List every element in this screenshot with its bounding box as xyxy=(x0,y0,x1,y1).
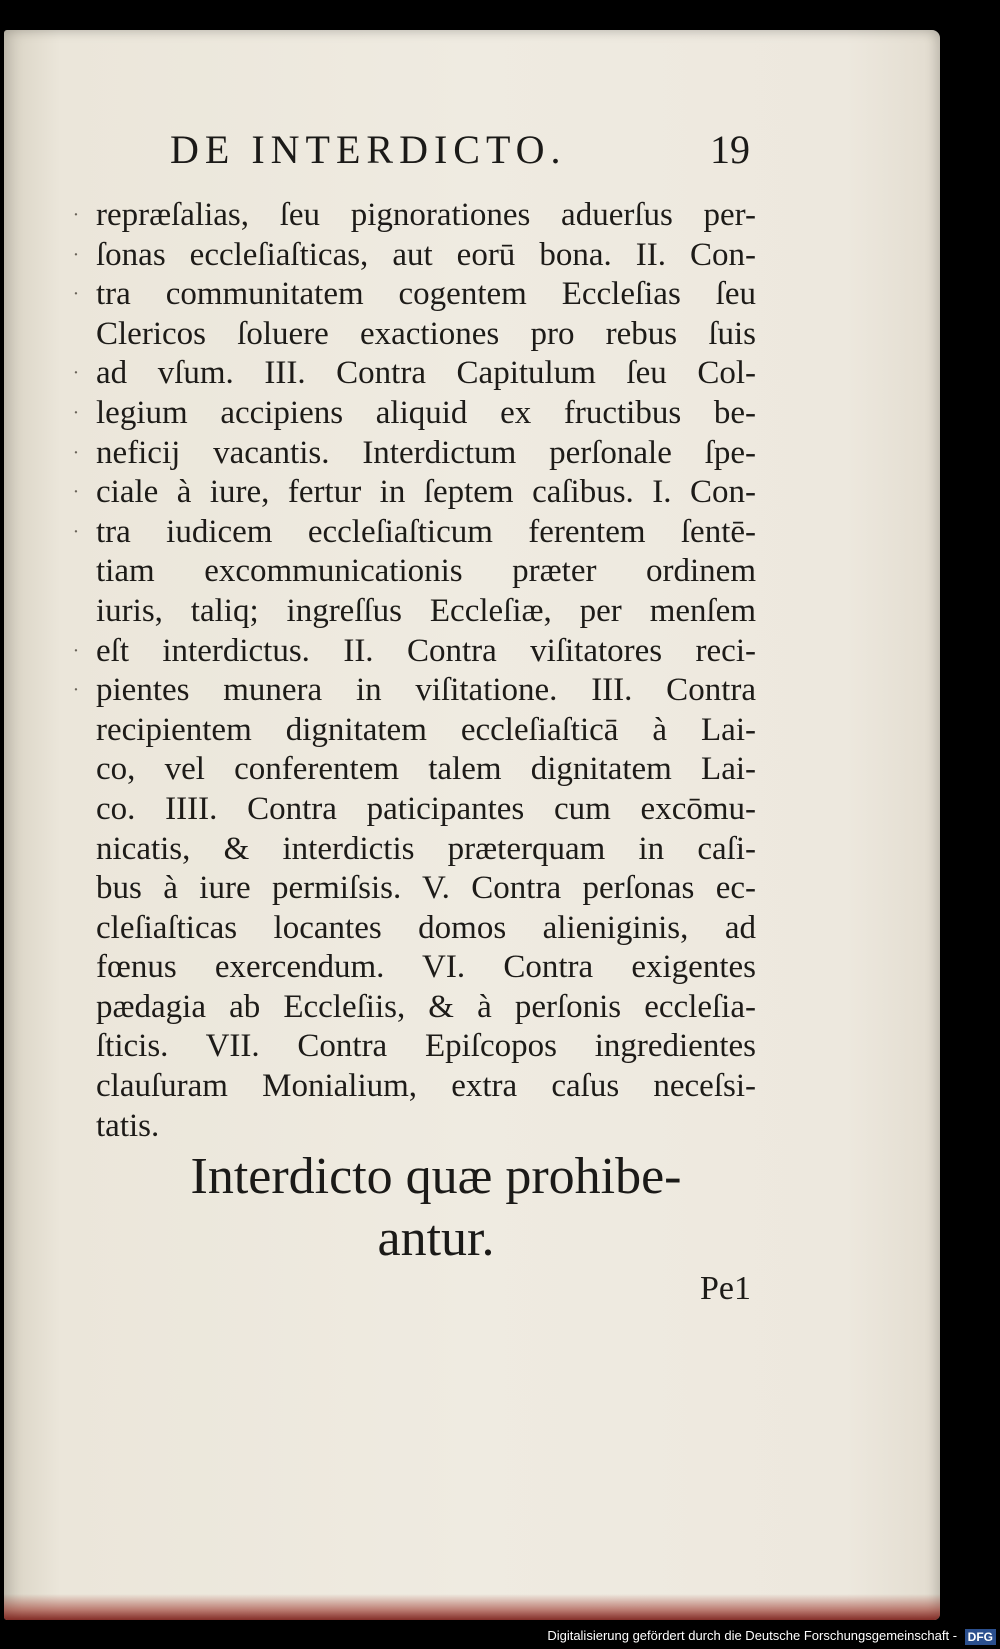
margin-mark: · xyxy=(72,243,80,266)
page-edge-stain xyxy=(4,1594,940,1620)
text-line: clauſuram Monialium, extra caſus neceſsi- xyxy=(96,1068,756,1105)
credit-text: Digitalisierung gefördert durch die Deutsche Forschungsgemeinschaft - xyxy=(547,1628,958,1643)
running-head: DE INTERDICTO. xyxy=(170,127,567,172)
margin-mark: · xyxy=(72,283,80,306)
text-line: fœnus exercendum. VI. Contra exigentes xyxy=(96,949,756,986)
text-line: repræſalias, ſeu pignorationes aduerſus per- xyxy=(96,197,756,233)
margin-mark xyxy=(66,315,86,355)
text-line: ciale à iure, fertur in ſeptem caſibus. I. Con- xyxy=(96,474,756,511)
text-line: tra communitatem cogentem Eccleſias ſeu xyxy=(96,276,756,313)
margin-mark: · xyxy=(72,362,80,385)
margin-marks xyxy=(66,196,86,711)
text-line: cleſiaſticas locantes domos alieniginis, ad xyxy=(96,909,756,946)
catchword: Pe1 xyxy=(700,1270,751,1307)
digitization-credit xyxy=(547,1625,996,1647)
margin-mark: · xyxy=(72,679,80,702)
text-line: tiam excommunicationis præter ordinem xyxy=(96,553,756,590)
page-header xyxy=(170,116,750,176)
text-line: ſonas eccleſiaſticas, aut eorū bona. II. Con- xyxy=(96,236,756,273)
text-line: tatis. xyxy=(96,1107,160,1144)
margin-mark: · xyxy=(72,441,80,464)
text-line: ad vſum. III. Contra Capitulum ſeu Col- xyxy=(96,355,756,392)
margin-mark: · xyxy=(72,401,80,424)
text-line: legium accipiens aliquid ex fructibus be- xyxy=(96,394,756,431)
text-line: nicatis, & interdictis præterquam in caſi- xyxy=(96,830,756,867)
dfg-logo: DFG xyxy=(965,1629,996,1645)
text-line: co. IIII. Contra paticipantes cum excōmu- xyxy=(96,790,756,827)
text-line: tra iudicem eccleſiaſticum ferentem ſentē- xyxy=(96,513,756,550)
margin-mark: · xyxy=(72,639,80,662)
page-number: 19 xyxy=(710,127,750,172)
text-line: neficij vacantis. Interdictum perſonale ſpe- xyxy=(96,434,756,471)
heading-line: antur. xyxy=(377,1210,495,1267)
margin-mark: · xyxy=(72,520,80,543)
margin-mark xyxy=(66,552,86,592)
text-line: recipientem dignitatem eccleſiaſticā à Lai- xyxy=(96,711,756,748)
text-line: pædagia ab Eccleſiis, & à perſonis eccleſia- xyxy=(96,988,756,1025)
margin-mark: · xyxy=(72,204,80,226)
text-line: iuris, taliq; ingreſſus Eccleſiæ, per menſem xyxy=(96,592,756,629)
text-line: Clericos ſoluere exactiones pro rebus ſuis xyxy=(96,315,756,352)
body-text xyxy=(96,196,756,1146)
text-line: ſticis. VII. Contra Epiſcopos ingredientes xyxy=(96,1028,756,1065)
heading-line: Interdicto quæ prohibe- xyxy=(190,1148,682,1205)
section-heading xyxy=(136,1146,736,1270)
text-line: bus à iure permiſsis. V. Contra perſonas ec- xyxy=(96,870,756,907)
text-line: pientes munera in viſitatione. III. Contra xyxy=(96,672,756,709)
text-line: eſt interdictus. II. Contra viſitatores reci- xyxy=(96,632,756,669)
margin-mark xyxy=(66,592,86,632)
text-line: co, vel conferentem talem dignitatem Lai- xyxy=(96,751,756,788)
margin-mark: · xyxy=(72,481,80,504)
